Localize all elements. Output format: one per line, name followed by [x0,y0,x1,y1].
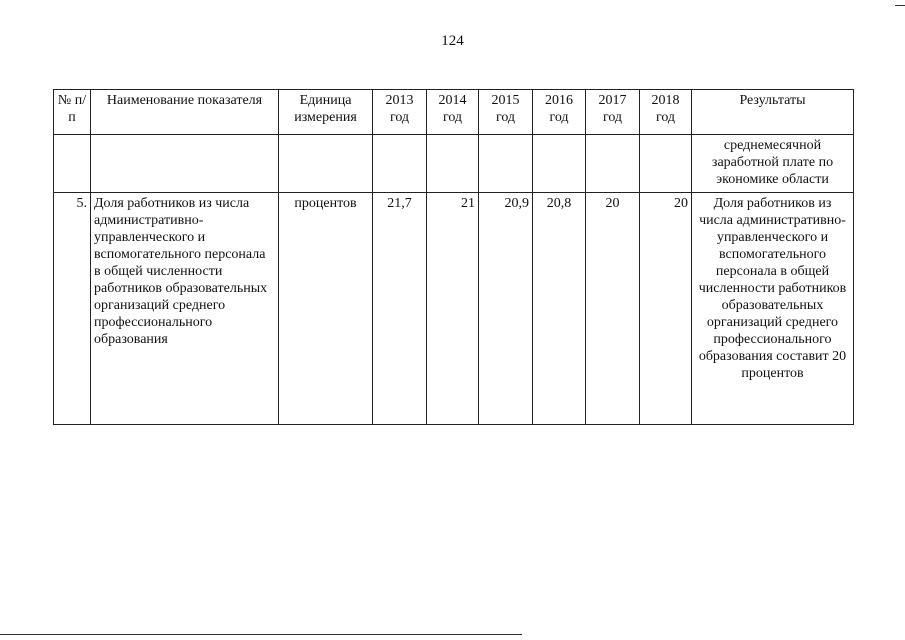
table-row [54,193,854,425]
table-row [54,135,854,193]
cell-empty [640,135,692,193]
cell-2015: 20,9 [479,193,533,425]
cell-2013: 21,7 [373,193,427,425]
cell-results-continuation: среднемесячной заработной плате по экономике области [692,135,854,193]
header-name: Наименование показателя [91,90,279,135]
table-header-row [54,90,854,135]
indicators-table [53,89,854,425]
header-2013: 2013 год [373,90,427,135]
cell-empty [279,135,373,193]
cell-empty [373,135,427,193]
cell-indicator-name: Доля работников из числа административно-управленческого и вспомогательного персонала в общей численности работников образовательных организаций среднего профессионального образования [91,193,279,425]
scan-edge-mark [895,5,905,6]
header-unit: Единица измерения [279,90,373,135]
header-2018: 2018 год [640,90,692,135]
cell-empty [533,135,586,193]
cell-2017: 20 [586,193,640,425]
header-2014: 2014 год [427,90,479,135]
cell-empty [54,135,91,193]
header-num: № п/п [54,90,91,135]
header-2015: 2015 год [479,90,533,135]
page-number: 124 [441,33,464,49]
cell-unit: процентов [279,193,373,425]
header-2016: 2016 год [533,90,586,135]
cell-results: Доля работников из числа административно-управленческого и вспомогательного персонала в общей численности работников образовательных организаций среднего профессионального образования составит 20 процентов [692,193,854,425]
footnote-rule [0,634,522,635]
cell-2016: 20,8 [533,193,586,425]
cell-empty [91,135,279,193]
cell-2018: 20 [640,193,692,425]
cell-num: 5. [54,193,91,425]
header-2017: 2017 год [586,90,640,135]
cell-empty [586,135,640,193]
cell-empty [427,135,479,193]
cell-2014: 21 [427,193,479,425]
header-results: Результаты [692,90,854,135]
cell-empty [479,135,533,193]
